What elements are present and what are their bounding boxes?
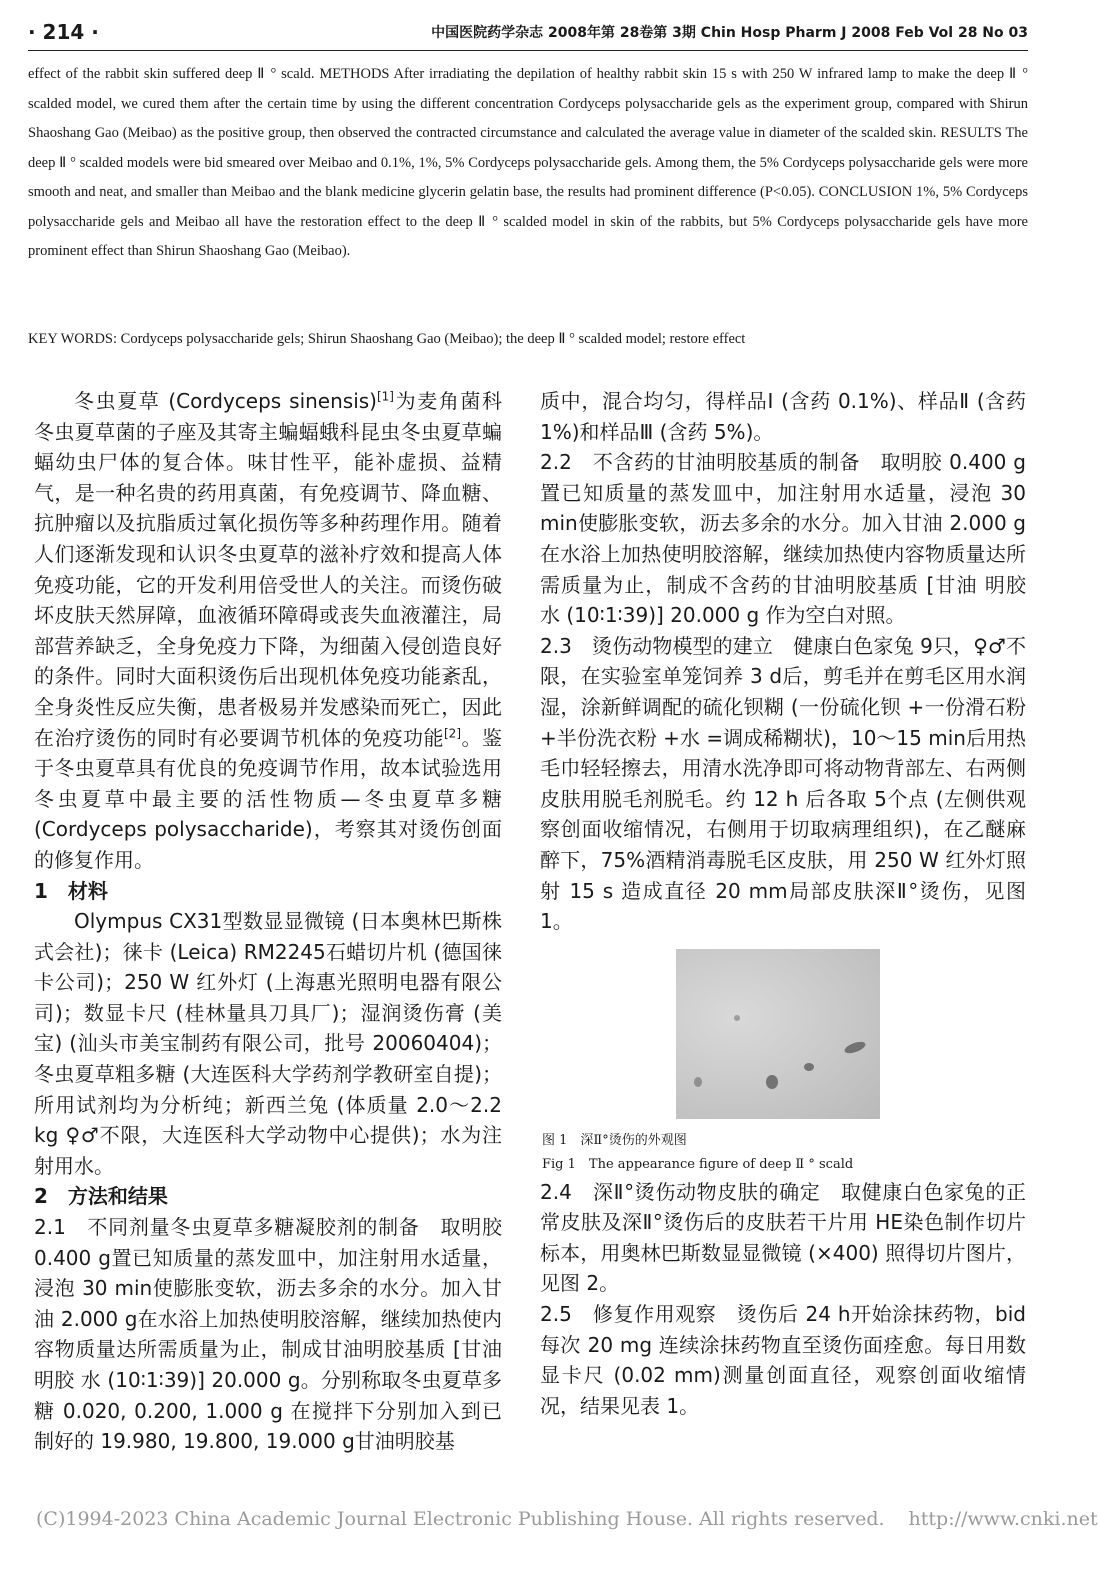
scald-mark: [694, 1077, 702, 1087]
footer-url: http://www.cnki.net: [908, 1508, 1098, 1530]
abstract-paragraph: effect of the rabbit skin suffered deep Ⅱ ° scald. METHODS After irradiating the depilation of healthy rabbit skin 15 s with 250 W infrared lamp to make the deep Ⅱ ° scalded model, we cured them after the certain time by using the different concentration Cordyceps polysaccharide gels as the experiment group, compared with Shirun Shaoshang Gao (Meibao) as the positive group, then observed the contracted circumstance and calculated the average value in diameter of the scalded skin. RESULTS The deep Ⅱ ° scalded models were bid smeared over Meibao and 0.1%, 1%, 5% Cordyceps polysaccharide gels. Among them, the 5% Cordyceps polysaccharide gels were more smooth and neat, and smaller than Meibao and the blank medicine glycerin gelatin base, the results had prominent difference (P<0.05). CONCLUSION 1%, 5% Cordyceps polysaccharide gels and Meibao all have the restoration effect to the deep Ⅱ ° scalded model in skin of the rabbits, but 5% Cordyceps polysaccharide gels have more prominent effect than Shirun Shaoshang Gao (Meibao).: [28, 66, 1028, 259]
figure-caption-en: Fig 1 The appearance figure of deep Ⅱ ° scald: [542, 1156, 854, 1172]
citation-ref-1: [1]: [376, 389, 394, 404]
section-2-1-text: 2.1 不同剂量冬虫夏草多糖凝胶剂的制备 取明胶 0.400 g置已知质量的蒸发皿中，加注射用水适量，浸泡 30 min使膨胀变软，沥去多余的水分。加入甘油 2.000 g在水浴上加热使明胶溶解，继续加热使内容物质量达所需质量为止，制成甘油明胶基质 [甘油 明胶 水 (10∶1∶39)] 20.000 g。分别称取冬虫夏草多糖 0.020, 0.200, 1.000 g 在搅拌下分别加入到已制好的 19.980, 19.800, 19.000 g甘油明胶基: [34, 1215, 502, 1454]
right-column: [540, 386, 1026, 1516]
scald-mark: [734, 1015, 740, 1021]
scald-mark: [766, 1075, 778, 1089]
section-1-title: 1 材料: [34, 878, 108, 903]
section-1-text: Olympus CX31型数显显微镜 (日本奥林巴斯株式会社)；徕卡 (Leica) RM2245石蜡切片机 (德国徕卡公司)；250 W 红外灯 (上海惠光照明电器有限公司)；数显卡尺 (桂林量具刀具厂)；湿润烫伤膏 (美宝) (汕头市美宝制药有限公司，批号 20060404)；冬虫夏草粗多糖 (大连医科大学药剂学教研室自提)；所用试剂均为分析纯；新西兰兔 (体质量 2.0～2.2 kg ♀♂不限，大连医科大学动物中心提供)；水为注射用水。: [34, 909, 502, 1178]
citation-ref-2: [2]: [444, 725, 461, 740]
scald-mark: [804, 1063, 814, 1071]
page-number: · 214 ·: [28, 20, 99, 44]
keywords: KEY WORDS: Cordyceps polysaccharide gels; Shirun Shaoshang Gao (Meibao); the deep Ⅱ ° scalded model; restore effect: [28, 331, 746, 347]
page-header: [28, 20, 1028, 51]
left-column: [34, 386, 502, 1516]
english-abstract: [28, 60, 1028, 267]
scald-mark: [843, 1039, 867, 1055]
section-2-4-text: 2.4 深Ⅱ°烫伤动物皮肤的确定 取健康白色家兔的正常皮肤及深Ⅱ°烫伤后的皮肤若干片用 HE染色制作切片标本，用奥林巴斯数显显微镜 (×400) 照得切片图片，见图 2。: [540, 1179, 1026, 1296]
continued-paragraph: 质中，混合均匀，得样品Ⅰ (含药 0.1%)、样品Ⅱ (含药 1%)和样品Ⅲ (含药 5%)。: [540, 389, 1026, 444]
section-2-5-text: 2.5 修复作用观察 烫伤后 24 h开始涂抹药物，bid 每次 20 mg 连续涂抹药物直至烫伤面痊愈。每日用数显卡尺 (0.02 mm)测量创面直径，观察创面收缩情况，结果见表 1。: [540, 1302, 1026, 1418]
journal-running-head: 中国医院药学杂志 2008年第 28卷第 3期 Chin Hosp Pharm J 2008 Feb Vol 28 No 03: [431, 25, 1028, 41]
section-2-title: 2 方法和结果: [34, 1184, 168, 1209]
figure-1: [540, 949, 1016, 1177]
copyright-notice: (C)1994-2023 China Academic Journal Electronic Publishing House. All rights reserved.: [36, 1508, 885, 1530]
intro-paragraph: 冬虫夏草 (Cordyceps sinensis)[1]为麦角菌科冬虫夏草菌的子座及其寄主蝙蝠蛾科昆虫冬虫夏草蝙蝠幼虫尸体的复合体。味甘性平，能补虚损、益精气，是一种名贵的药用真菌，有免疫调节、降血糖、抗肿瘤以及抗脂质过氧化损伤等多种药理作用。随着人们逐渐发现和认识冬虫夏草的滋补疗效和提高人体免疫功能，它的开发利用倍受世人的关注。而烫伤破坏皮肤天然屏障，血液循环障碍或丧失血液灌注，局部营养缺乏，全身免疫力下降，为细菌入侵创造良好的条件。同时大面积烫伤后出现机体免疫功能紊乱，全身炎性反应失衡，患者极易并发感染而死亡，因此在治疗烫伤的同时有必要调节机体的免疫功能[2]。鉴于冬虫夏草具有优良的免疫调节作用，故本试验选用冬虫夏草中最主要的活性物质—冬虫夏草多糖 (Cordyceps polysaccharide)，考察其对烫伤创面的修复作用。: [34, 389, 502, 872]
figure-caption-cn: 图 1 深Ⅱ°烫伤的外观图: [542, 1132, 687, 1148]
section-2-3-text: 2.3 烫伤动物模型的建立 健康白色家兔 9只，♀♂不限，在实验室单笼饲养 3 d后，剪毛并在剪毛区用水润湿，涂新鲜调配的硫化钡糊 (一份硫化钡 +一份滑石粉 +半份洗衣粉 +水 =调成稀糊状)，10～15 min后用热毛巾轻轻擦去，用清水洗净即可将动物背部左、右两侧皮肤用脱毛剂脱毛。约 12 h 后各取 5个点 (左侧供观察创面收缩情况，右侧用于切取病理组织)，在乙醚麻醉下，75%酒精消毒脱毛区皮肤，用 250 W 红外灯照射 15 s 造成直径 20 mm局部皮肤深Ⅱ°烫伤，见图 1。: [540, 633, 1026, 934]
section-2-2-text: 2.2 不含药的甘油明胶基质的制备 取明胶 0.400 g置已知质量的蒸发皿中，加注射用水适量，浸泡 30 min使膨胀变软，沥去多余的水分。加入甘油 2.000 g在水浴上加热使明胶溶解，继续加热使内容物质量达所需质量为止，制成不含药的甘油明胶基质 [甘油 明胶 水 (10∶1∶39)] 20.000 g 作为空白对照。: [540, 450, 1026, 628]
page-footer: [36, 1508, 1098, 1530]
scald-photo: [676, 949, 880, 1119]
